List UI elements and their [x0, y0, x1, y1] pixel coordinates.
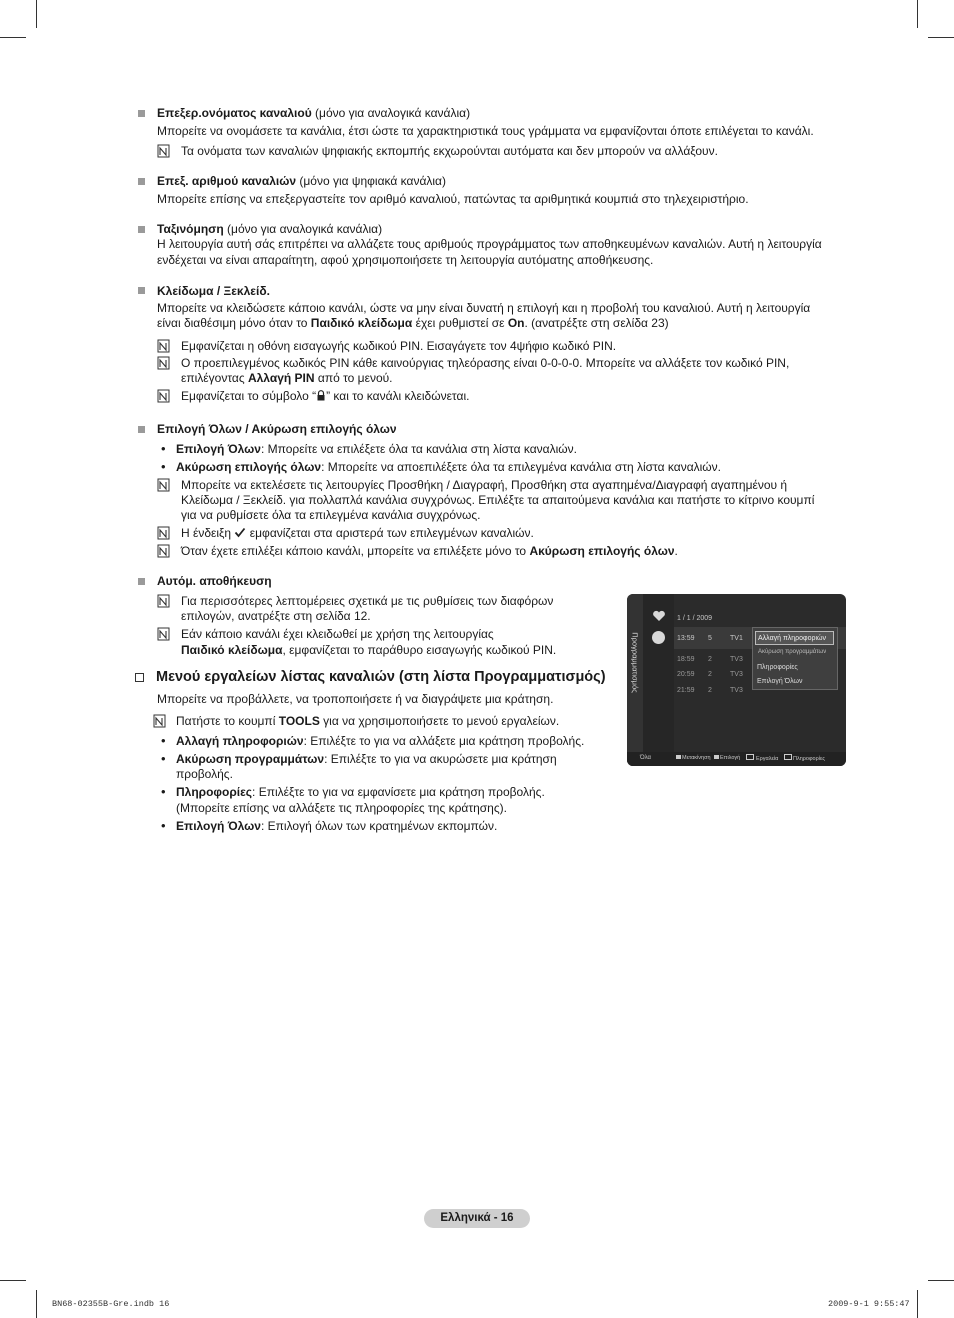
tv-screenshot [627, 594, 846, 766]
rename-desc: Μπορείτε να ονομάσετε τα κανάλια, έτσι ώστε τα χαρακτηριστικά τους γράμματα να εμφανίζονται όποτε επιλέγεται το κανάλι. [157, 124, 814, 138]
note-icon [157, 544, 171, 558]
lock-desc-1: Μπορείτε να κλειδώσετε κάποιο κανάλι, ώστε να μην είναι δυνατή η επιλογή και η προβολή του καναλιού. Αυτή η λειτουργία [157, 301, 811, 315]
lock-note-3 [181, 389, 469, 404]
note-icon [157, 526, 171, 540]
note-icon [153, 714, 167, 728]
tools-menu-heading: Μενού εργαλείων λίστας καναλιών (στη λίστα Προγραμματισμός) [156, 669, 606, 685]
note-icon [157, 339, 171, 353]
crop-mark [928, 37, 954, 38]
tools-b4-text: : Επιλογή όλων των κρατημένων εκπομπών. [260, 819, 498, 833]
info-icon [784, 754, 792, 760]
bullet-dot: • [161, 459, 166, 474]
tv-row-time: 21:59 [677, 687, 695, 694]
autostore-note-1b: επιλογών, ανατρέξτε στη σελίδα 12. [181, 609, 371, 623]
tools-menu-note [176, 714, 559, 729]
rename-title: Επεξερ.ονόματος καναλιού [157, 106, 312, 120]
tools-note-c: για να χρησιμοποιήσετε το μενού εργαλείων. [319, 714, 560, 728]
lock-note-3b: ” και το κανάλι κλειδώνεται. [326, 389, 470, 403]
tv-row-num: 2 [708, 671, 712, 678]
lock-desc-2d: On [507, 316, 525, 330]
tv-menu-item: Επιλογή Όλων [757, 678, 803, 685]
tools-bullet-4 [176, 819, 497, 834]
bullet-dot: • [161, 818, 166, 833]
heart-icon [652, 610, 666, 622]
crop-mark [36, 0, 37, 28]
lock-desc-2c: έχει ρυθμιστεί σε [412, 316, 508, 330]
note-icon [157, 144, 171, 158]
lock-desc-2 [157, 316, 669, 331]
tv-row-ch: TV3 [730, 687, 743, 694]
tv-side-label: Προγραμματισμός [630, 632, 640, 693]
tv-row-time: 18:59 [677, 656, 695, 663]
tools-bullet-2-cont: προβολής. [176, 767, 233, 781]
note-icon [157, 627, 171, 641]
tv-row-num: 2 [708, 656, 712, 663]
tv-row-num: 2 [708, 687, 712, 694]
tools-note-a: Πατήστε το κουμπί [176, 714, 279, 728]
tools-b2-bold: Ακύρωση προγραμμάτων [176, 752, 325, 766]
tools-b3-bold: Πληροφορίες [176, 785, 253, 799]
select-all-bullet-1 [176, 442, 577, 457]
select-all-note-3a: Όταν έχετε επιλέξει κάποιο κανάλι, μπορείτε να επιλέξετε μόνο το [181, 544, 530, 558]
tv-footer-move-label: Μετακίνηση [682, 755, 711, 761]
square-bullet-icon [138, 110, 145, 117]
lock-icon [316, 390, 326, 401]
select-all-b1-text: : Μπορείτε να επιλέξετε όλα τα κανάλια στη λίστα καναλιών. [260, 442, 577, 456]
select-all-note-3b: Ακύρωση επιλογής όλων [529, 544, 675, 558]
bullet-dot: • [161, 751, 166, 766]
tv-footer-info-label: Πληροφορίες [793, 756, 826, 762]
crop-mark [0, 37, 26, 38]
tools-bullet-2 [176, 752, 557, 767]
sort-title: Ταξινόμηση [157, 222, 224, 236]
autostore-note-2b-text: , εμφανίζεται το παράθυρο εισαγωγής κωδικού PIN. [282, 643, 557, 657]
rename-note: Τα ονόματα των καναλιών ψηφιακής εκπομπής εκχωρούνται αυτόματα και δεν μπορούν να αλλάξουν. [181, 144, 718, 158]
select-all-b1-bold: Επιλογή Όλων [176, 442, 261, 456]
autostore-title: Αυτόμ. αποθήκευση [157, 574, 272, 588]
checkbox-heading-icon [135, 673, 144, 682]
bullet-dot: • [161, 733, 166, 748]
page-label: Ελληνικά - 16 [440, 1212, 514, 1224]
crop-mark [36, 1290, 37, 1318]
tv-menu-item: Αλλαγή πληροφοριών [758, 635, 826, 642]
tools-b3-text: : Επιλέξτε το για να εμφανίσετε μια κράτηση προβολής. [252, 785, 545, 799]
tv-row-time: 20:59 [677, 671, 695, 678]
tv-row-time: 13:59 [677, 635, 695, 642]
note-icon [157, 389, 171, 403]
sort-title-suffix: (μόνο για αναλογικά κανάλια) [223, 222, 383, 236]
lock-desc-2a: είναι διαθέσιμη μόνο όταν το [157, 316, 311, 330]
crop-mark [0, 1280, 26, 1281]
bullet-dot: • [161, 784, 166, 799]
tv-footer-tools-label: Εργαλεία [756, 756, 779, 762]
lock-note-3a: Εμφανίζεται το σύμβολο “ [181, 389, 317, 403]
square-bullet-icon [138, 226, 145, 233]
note-icon [157, 594, 171, 608]
tv-footer-select-label: Επιλογή [720, 755, 741, 761]
lock-desc-2b: Παιδικό κλείδωμα [310, 316, 413, 330]
tools-b1-bold: Αλλαγή πληροφοριών [176, 734, 304, 748]
tv-row-num: 5 [708, 635, 712, 642]
tv-footer-info [784, 754, 825, 764]
tools-b4-bold: Επιλογή Όλων [176, 819, 261, 833]
tools-menu-desc: Μπορείτε να προβάλλετε, να τροποποιήσετε ή να διαγράψετε μια κράτηση. [157, 692, 554, 706]
tv-date: 1 / 1 / 2009 [677, 615, 713, 622]
lock-note-2a: Ο προεπιλεγμένος κωδικός PIN κάθε καινούργιας τηλεόρασης είναι 0-0-0-0. Μπορείτε να αλλάξετε τον κωδικό PIN, [181, 356, 790, 370]
checkmark-icon [234, 527, 246, 538]
tools-note-b: TOOLS [278, 714, 320, 728]
square-bullet-icon [138, 426, 145, 433]
tools-bullet-3-cont: (Μπορείτε επίσης να αλλάξετε τις πληροφορίες της κράτησης). [176, 801, 507, 815]
rename-title-line [157, 106, 470, 121]
tv-row-ch: TV3 [730, 656, 743, 663]
crop-mark [917, 1290, 918, 1318]
lock-desc-2e: . (ανατρέξτε στη σελίδα 23) [524, 316, 669, 330]
autostore-note-1a: Για περισσότερες λεπτομέρειες σχετικά με τις ρυθμίσεις των διαφόρων [181, 594, 554, 608]
select-all-note-3 [181, 544, 678, 559]
renumber-title-line [157, 174, 446, 189]
move-icon [676, 755, 681, 759]
select-all-note-1c: για να ρυθμίσετε όλα τα επιλεγμένα κανάλια συγχρόνως. [181, 508, 481, 522]
sort-desc-1: Η λειτουργία αυτή σάς επιτρέπει να αλλάζετε τους αριθμούς προγράμματος των αποθηκευμένων καναλιών. Αυτή η λειτουργία [157, 237, 822, 251]
select-all-note-3c: . [674, 544, 678, 558]
select-all-bullet-2 [176, 460, 721, 475]
tv-footer-select [714, 754, 740, 763]
tools-bullet-3 [176, 785, 545, 800]
tv-footer-tools [746, 754, 778, 764]
lock-note-1: Εμφανίζεται η οθόνη εισαγωγής κωδικού PIN. Εισαγάγετε τον 4ψήφιο κωδικό PIN. [181, 339, 617, 353]
rename-title-suffix: (μόνο για αναλογικά κανάλια) [311, 106, 471, 120]
tools-bullet-1 [176, 734, 584, 749]
autostore-note-2a: Εάν κάποιο κανάλι έχει κλειδωθεί με χρήση της λειτουργίας [181, 627, 494, 641]
select-all-note-1b: Κλείδωμα / Ξεκλείδ. για πολλαπλά κανάλια συγχρόνως. Επιλέξτε τα απαιτούμενα κανάλια και πατήστε το κίτρινο κουμπί [181, 493, 815, 507]
tv-row-ch: TV3 [730, 671, 743, 678]
note-icon [157, 356, 171, 370]
tv-row-ch: TV1 [730, 635, 743, 642]
select-all-b2-text: : Μπορείτε να αποεπιλέξετε όλα τα επιλεγμένα κανάλια στη λίστα καναλιών. [321, 460, 721, 474]
autostore-note-2b-bold: Παιδικό κλείδωμα [181, 643, 283, 657]
select-all-note-2b: εμφανίζεται στα αριστερά των επιλεγμένων καναλιών. [246, 526, 534, 540]
renumber-title: Επεξ. αριθμού καναλιών [157, 174, 297, 188]
square-bullet-icon [138, 287, 145, 294]
square-bullet-icon [138, 578, 145, 585]
lock-title: Κλείδωμα / Ξεκλείδ. [157, 284, 270, 298]
select-all-title: Επιλογή Όλων / Ακύρωση επιλογής όλων [157, 422, 397, 436]
enter-icon [714, 755, 719, 759]
tv-footer-move [676, 754, 711, 763]
tv-menu-item: Πληροφορίες [757, 664, 798, 671]
autostore-note-2b [181, 643, 556, 658]
note-icon [157, 478, 171, 492]
lock-note-2b-bold: Αλλαγή PIN [247, 371, 315, 385]
print-timestamp: 2009-9-1 9:55:47 [828, 1299, 910, 1309]
clock-icon [652, 631, 665, 644]
sort-desc-2: ενδέχεται να είναι απαραίτητη, αφού χρησιμοποιήσετε τη λειτουργία αυτόματης αποθήκευσης. [157, 253, 654, 267]
tools-icon [746, 754, 754, 760]
print-file-slug: BN68-02355B-Gre.indb 16 [52, 1299, 170, 1309]
tools-b2-text: : Επιλέξτε το για να ακυρώσετε μια κράτηση [324, 752, 557, 766]
tv-menu-item: Ακύρωση προγραμμάτων [758, 649, 827, 655]
sort-title-line [157, 222, 382, 237]
select-all-b2-bold: Ακύρωση επιλογής όλων [176, 460, 322, 474]
crop-mark [917, 0, 918, 28]
lock-note-2b-text: επιλέγοντας [181, 371, 248, 385]
tools-b1-text: : Επιλέξτε το για να αλλάξετε μια κράτηση προβολής. [303, 734, 585, 748]
square-bullet-icon [138, 178, 145, 185]
lock-note-2b [181, 371, 393, 386]
select-all-note-2 [181, 526, 534, 541]
select-all-note-2a: Η ένδειξη [181, 526, 235, 540]
lock-note-2b-end: από το μενού. [314, 371, 393, 385]
select-all-note-1a: Μπορείτε να εκτελέσετε τις λειτουργίες Προσθήκη / Διαγραφή, Προσθήκη στα αγαπημένα/Διαγραφή αγαπημένου ή [181, 478, 788, 492]
renumber-title-suffix: (μόνο για ψηφιακά κανάλια) [296, 174, 446, 188]
bullet-dot: • [161, 441, 166, 456]
renumber-desc: Μπορείτε επίσης να επεξεργαστείτε τον αριθμό καναλιού, πατώντας τα αριθμητικά κουμπιά στο τηλεχειριστήριο. [157, 192, 749, 206]
crop-mark [928, 1280, 954, 1281]
tv-footer-all: Όλα [640, 755, 652, 761]
